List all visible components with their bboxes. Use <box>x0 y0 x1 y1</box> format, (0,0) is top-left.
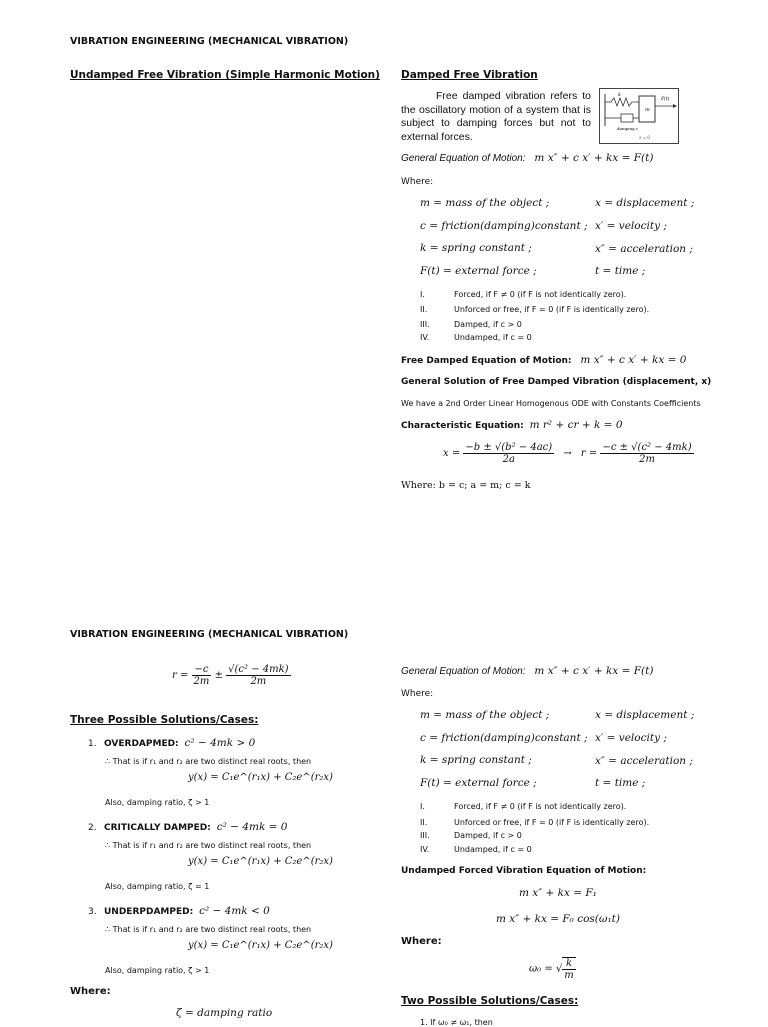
case-title-row: 3. UNDERPDAMPED: c² − 4mk < 0 <box>88 905 270 917</box>
damped-free-heading: Damped Free Vibration <box>401 69 538 81</box>
char-eq: m r² + cr + k = 0 <box>529 419 623 431</box>
def-left-3: k = spring constant ; <box>420 754 532 766</box>
case-item: III. Damped, if c > 0 <box>420 320 522 329</box>
undamped-free-heading: Undamped Free Vibration (Simple Harmonic Motion) <box>70 69 380 81</box>
case-text: ∴ That is if r₁ and r₂ are two distinct real roots, then <box>105 925 312 934</box>
def-left-4: F(t) = external force ; <box>420 777 537 789</box>
damped-free-intro: Free damped vibration refers to the oscillatory motion of a system that is subject to damping forces but not to external forces. <box>401 90 591 143</box>
spring-label: k <box>618 92 622 98</box>
general-eq-row <box>401 152 653 164</box>
ode-text: We have a 2nd Order Linear Homogenous ODE with Constants Coefficients <box>401 399 701 408</box>
def-right-2: x′ = velocity ; <box>595 220 667 232</box>
def-left-1: m = mass of the object ; <box>420 197 550 209</box>
free-damped-row <box>401 354 686 366</box>
cut-off-line: 1. If ω₀ ≠ ω₁, then <box>420 1018 493 1027</box>
case-ratio: Also, damping ratio, ζ > 1 <box>105 966 210 975</box>
def-left-3: k = spring constant ; <box>420 242 532 254</box>
omega-formula: ω₀ = √ $\frac{k}{m}$ <box>529 958 574 981</box>
case-title-row: 1. OVERDAPMED: c² − 4mk > 0 <box>88 737 256 749</box>
def-right-2: x′ = velocity ; <box>595 732 667 744</box>
zeta-definition: ζ = damping ratio <box>176 1007 273 1019</box>
where-label-3: Where: <box>401 936 442 947</box>
case-item: I. Forced, if F ≠ 0 (if F is not identically zero). <box>420 802 627 811</box>
case-item: IV. Undamped, if c = 0 <box>420 845 532 854</box>
where-label: Where: <box>401 177 434 187</box>
two-cases-heading: Two Possible Solutions/Cases: <box>401 995 579 1007</box>
undamped-forced-label: Undamped Forced Vibration Equation of Motion: <box>401 866 647 876</box>
case-text: ∴ That is if r₁ and r₂ are two distinct real roots, then <box>105 841 312 850</box>
quad-denominator: 2a <box>502 454 515 465</box>
case-solution: y(x) = C₁e^(r₁x) + C₂e^(r₂x) <box>188 772 333 783</box>
case-ratio: Also, damping ratio, ζ = 1 <box>105 882 210 891</box>
general-eq: m x″ + c x′ + kx = F(t) <box>534 152 654 164</box>
case-item: II. Unforced or free, if F = 0 (if F is identically zero). <box>420 305 650 314</box>
x0-label: x = 0 <box>639 135 650 140</box>
r-formula: r = $\frac{-c}{2m}$ ± $\frac{\text{√(c² − 4mk)}}{2m}$ <box>172 664 289 687</box>
page2-header: VIBRATION ENGINEERING (MECHANICAL VIBRATION) <box>70 629 349 640</box>
def-right-1: x = displacement ; <box>595 709 695 721</box>
general-solution-label: General Solution of Free Damped Vibration (displacement, x) <box>401 377 712 387</box>
damper-label: damping c <box>617 126 639 131</box>
undamped-forced-eq-2: m x″ + kx = F₀ cos(ω₁t) <box>496 913 620 925</box>
case-solution: y(x) = C₁e^(r₁x) + C₂e^(r₂x) <box>188 940 333 951</box>
case-title-row: 2. CRITICALLY DAMPED: c² − 4mk = 0 <box>88 821 288 833</box>
char-eq-label: Characteristic Equation: <box>401 421 524 431</box>
arrow: → <box>563 448 572 459</box>
quadratic-formula-row <box>443 442 694 465</box>
r-denominator: 2m <box>639 454 655 465</box>
def-right-1: x = displacement ; <box>595 197 695 209</box>
case-ratio: Also, damping ratio, ζ > 1 <box>105 798 210 807</box>
case-item: IV. Undamped, if c = 0 <box>420 333 532 342</box>
def-right-3: x″ = acceleration ; <box>595 755 693 767</box>
force-label: F(t) <box>661 97 670 102</box>
r-numerator: −c ± √(c² − 4mk) <box>602 442 692 453</box>
page1-header: VIBRATION ENGINEERING (MECHANICAL VIBRATION) <box>70 36 349 47</box>
def-right-4: t = time ; <box>595 777 646 789</box>
where-left: Where: <box>70 986 111 997</box>
mass-label: m <box>645 107 650 113</box>
r-lhs: r = <box>580 448 598 459</box>
where-substitution: Where: b = c; a = m; c = k <box>401 480 531 491</box>
case-item: III. Damped, if c > 0 <box>420 831 522 840</box>
def-left-4: F(t) = external force ; <box>420 265 537 277</box>
free-damped-eq: m x″ + c x′ + kx = 0 <box>580 354 687 366</box>
def-left-1: m = mass of the object ; <box>420 709 550 721</box>
quad-numerator: −b ± √(b² − 4ac) <box>465 442 553 453</box>
general-eq-label: General Equation of Motion: <box>401 153 526 164</box>
undamped-forced-eq-1: m x″ + kx = F₁ <box>519 887 597 899</box>
char-eq-row <box>401 419 623 431</box>
spring-mass-damper-figure <box>599 88 679 144</box>
def-left-2: c = friction(damping)constant ; <box>420 732 588 744</box>
case-item: II. Unforced or free, if F = 0 (if F is identically zero). <box>420 818 650 827</box>
def-left-2: c = friction(damping)constant ; <box>420 220 588 232</box>
case-text: ∴ That is if r₁ and r₂ are two distinct real roots, then <box>105 757 312 766</box>
case-item: I. Forced, if F ≠ 0 (if F is not identically zero). <box>420 290 627 299</box>
three-cases-heading: Three Possible Solutions/Cases: <box>70 714 259 726</box>
case-solution: y(x) = C₁e^(r₁x) + C₂e^(r₂x) <box>188 856 333 867</box>
quad-lhs: x = <box>443 448 461 459</box>
general-eq-row-2: General Equation of Motion: m x″ + c x′ + kx = F(t) <box>401 665 654 677</box>
free-damped-label: Free Damped Equation of Motion: <box>401 356 572 366</box>
where-label-2: Where: <box>401 689 434 699</box>
def-right-4: t = time ; <box>595 265 646 277</box>
def-right-3: x″ = acceleration ; <box>595 243 693 255</box>
